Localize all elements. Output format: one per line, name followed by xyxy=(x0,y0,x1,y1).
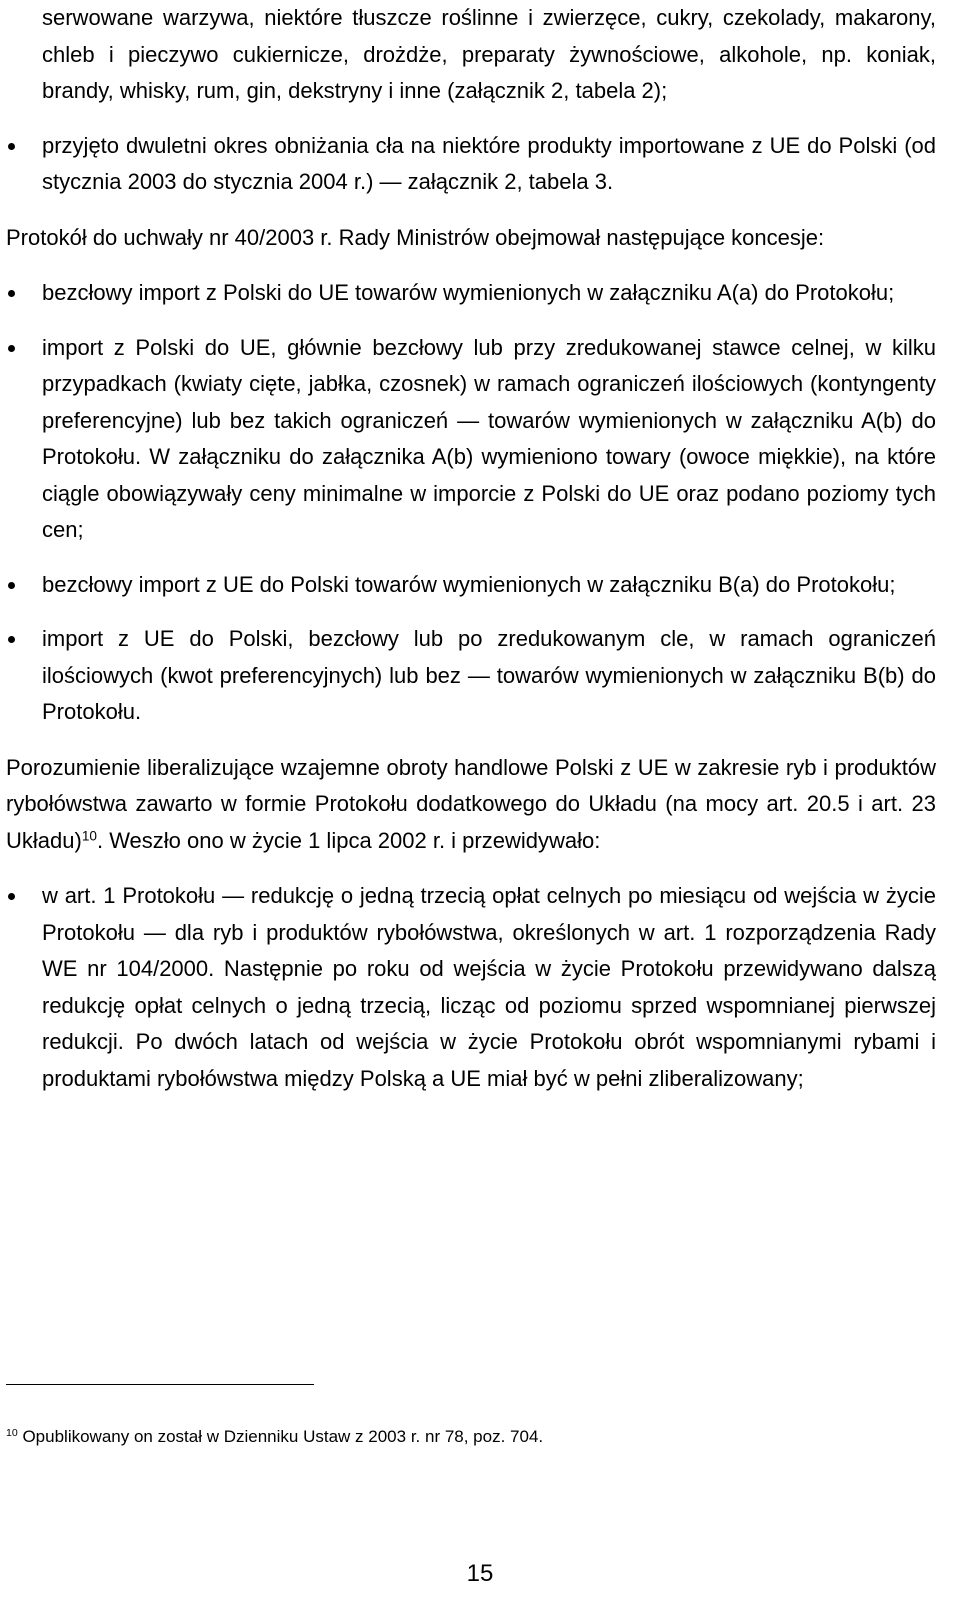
footnote-reference: 10 xyxy=(81,828,97,843)
bullet-marker xyxy=(8,143,15,150)
bullet-text: bezcłowy import z UE do Polski towarów wymienionych w załączniku B(a) do Protokołu; xyxy=(42,571,896,597)
bullet-item xyxy=(6,128,936,201)
page-number: 15 xyxy=(466,1560,494,1587)
bullet-marker xyxy=(8,290,15,297)
bullet-text: import z Polski do UE, głównie bezcłowy lub przy zredukowanej stawce celnej, w kilku przypadkach (kwiaty cięte, jabłka, czosnek) w ramach ograniczeń ilościowych (kontyngenty preferencyjne) lub bez takich ograniczeń — towarów wymienionych w załączniku A(b) do Protokołu. W załączniku do załącznika A(b) wymieniono towary (owoce miękkie), na które ciągle obowiązywały ceny minimalne w imporcie z Polski do UE oraz podano poziomy tych cen; xyxy=(42,334,936,542)
footnote-number: 10 xyxy=(6,1427,18,1440)
fisheries-intro-paragraph: Porozumienie liberalizujące wzajemne obroty handlowe Polski z UE w zakresie ryb i produktów rybołówstwa zawarto w formie Protokołu dodatkowego do Układu (na mocy art. 20.5 i art. 23 Układu)$^{10}$. Weszło ono w życie 1 lipca 2002 r. i przewidywało: xyxy=(6,754,936,853)
bullet-item xyxy=(6,330,936,549)
bullet-item xyxy=(6,567,936,604)
footnote xyxy=(6,1426,936,1448)
bullet-continuation-text: serwowane warzywa, niektóre tłuszcze roślinne i zwierzęce, cukry, czekolady, makarony, chleb i pieczywo cukiernicze, drożdże, preparaty żywnościowe, alkohole, np. koniak, brandy, whisky, rum, gin, dekstryny i inne (załącznik 2, tabela 2); xyxy=(42,5,936,103)
bullet-text: w art. 1 Protokołu — redukcję o jedną trzecią opłat celnych po miesiącu od wejścia w życie Protokołu — dla ryb i produktów rybołówstwa, określonych w art. 1 rozporządzenia Rady WE nr 104/2000. Następnie po roku od wejścia w życie Protokołu przewidywano dalszą redukcję opłat celnych o jedną trzecią, licząc od poziomu sprzed wspomnianej pierwszej redukcji. Po dwóch latach od wejścia w życie Protokołu obrót wspomnianymi rybami i produktami rybołówstwa między Polską a UE miał być w pełni zliberalizowany; xyxy=(42,883,936,1091)
bullet-continuation xyxy=(6,0,936,110)
bullet-item xyxy=(6,621,936,731)
bullet-text: przyjęto dwuletni okres obniżania cła na niektóre produkty importowane z UE do Polski (od stycznia 2003 do stycznia 2004 r.) — załącznik 2, tabela 3. xyxy=(42,132,936,194)
bullet-text: import z UE do Polski, bezcłowy lub po zredukowanym cle, w ramach ograniczeń ilościowych (kwot preferencyjnych) lub bez — towarów wymienionych w załączniku B(b) do Protokołu. xyxy=(42,626,936,724)
footnote-text: Opublikowany on został w Dzienniku Ustaw z 2003 r. nr 78, poz. 704. xyxy=(22,1427,544,1446)
bullet-item xyxy=(6,878,936,1097)
bullet-marker xyxy=(8,636,15,643)
bullet-text: bezcłowy import z Polski do UE towarów wymienionych w załączniku A(a) do Protokołu; xyxy=(42,280,895,305)
body-text xyxy=(6,0,936,1097)
bullet-item xyxy=(6,275,936,312)
bullet-marker xyxy=(8,345,15,352)
footnote-separator xyxy=(6,1384,314,1385)
bullet-marker xyxy=(8,582,15,589)
protocol-intro-paragraph: Protokół do uchwały nr 40/2003 r. Rady Ministrów obejmował następujące koncesje: xyxy=(6,224,825,250)
bullet-marker xyxy=(8,893,15,900)
